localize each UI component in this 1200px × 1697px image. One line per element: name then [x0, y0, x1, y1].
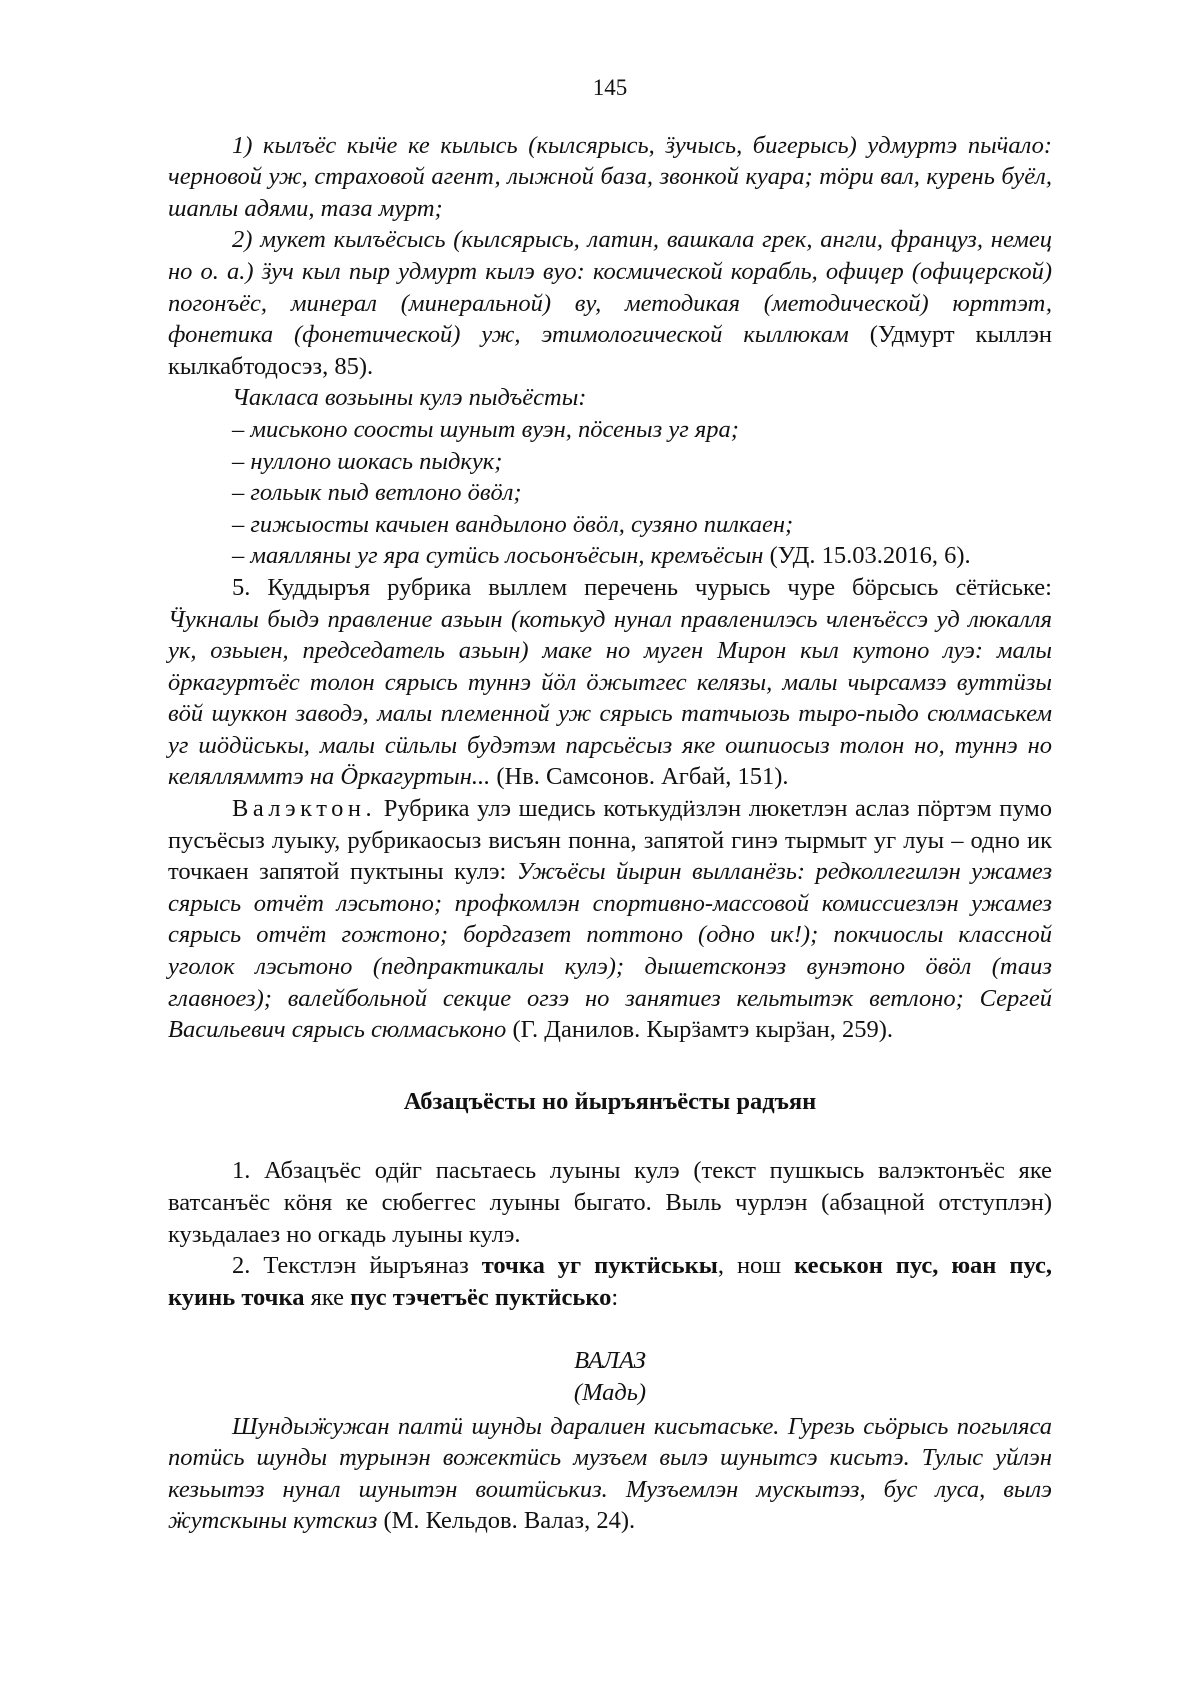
- list-item-text: – гольык пыд ветлоно ӧвӧл;: [232, 479, 522, 507]
- paragraph-text: Рубрика улэ шедись котькудӥзлэн люкетлэн аслаз пӧртэм пумо пусъёсыз луыку, рубрикаосыз висъян понна, запятой гинэ тырмыт уг луы – одно ик точкаен запятой пуктыны кулэ:: [168, 795, 1052, 886]
- source-citation: (Удмурт кыллэн кылкабтодосэз, 85).: [168, 321, 1052, 380]
- bold-term: пус тэчетъёс пуктӥсько: [350, 1283, 612, 1311]
- italic-example-text: 1) кылъёс кыӵе ке кылысь (кылсярысь, ӟучысь, бигерысь) удмуртэ пыӵало: черновой уж, страховой агент, лыжной база, звонкой куара; тӧри вал, курень буёл, шаплы адями, таза мурт;: [168, 131, 1052, 222]
- page-number: 145: [592, 75, 628, 100]
- section-paragraph-2: [168, 1250, 1052, 1313]
- paragraph-text: :: [611, 1283, 619, 1311]
- italic-example-text: Шундыӝужан палтӥ шунды даралиен кисьтаське. Гурезь сьӧрысь погыляса потӥсь шунды турынэн вожектӥсь музъем вылэ шунытсэ кисьтэ. Тулыс уйлэн кезьытэз нунал шунытэн воштӥськиз. Музъемлэн мускытэз, бус луса, вылэ ӝутскыны кутскиз: [168, 1412, 1052, 1535]
- list-item-text: – нуллоно шокась пыдкук;: [232, 447, 503, 475]
- list-item: [168, 509, 1052, 541]
- example-title: ВАЛАЗ: [574, 1347, 646, 1375]
- paragraph-item-2: [168, 224, 1052, 382]
- bold-term: точка уг пуктӥськы: [481, 1252, 718, 1280]
- paragraph-text: яке: [304, 1283, 351, 1311]
- list-item: [168, 414, 1052, 446]
- list-item: [168, 477, 1052, 509]
- italic-example-text: Ужъёсы йырин вылланёзь: редколлегилэн ужамез сярысь отчёт лэсьтоно; профкомлэн спортивно-массовой комиссиезлэн ужамез сярысь отчёт гожтоно; бордгазет поттоно (одно ик!); покчиослы классной уголок лэсьтоно (педпрактикалы кулэ); дышетсконэз вунэтоно ӧвӧл (таиз главноез); валейбольной секцие огзэ но занятиез кельтытэк ветлоно; Сергей Васильевич сярысь сюлмаськоно: [168, 858, 1053, 1044]
- section-heading: Абзацъёсты но йыръянъёсты радъян: [403, 1087, 817, 1115]
- dash-list: [168, 414, 1052, 572]
- spaced-term: Валэктон.: [232, 795, 377, 823]
- italic-example-text: Ӵукналы быдэ правление азьын (котькуд нунал правленилэсь членъёссэ уд люкалля ук, озьыен, председатель азьын) маке но муген Мирон кыл кутоно луэ: малы ӧркагуртъёс толон сярысь туннэ йӧл ӧжытгес келязы, малы чырсамзэ вуттӥзы вӧй шуккон заводэ, малы племенной уж сярысь татчыозь тыро-пыдо сюлмаськем уг шӧдӥськы, малы сӥльлы будэтэм парсьёсыз яке ошпиосыз толон но, туннэ но келялляммтэ на Ӧркагуртын...: [168, 605, 1052, 791]
- document-page: [168, 72, 1052, 1537]
- paragraph-item-1: [168, 130, 1052, 225]
- paragraph-text: 5. Куддыръя рубрика выллем перечень чурысь чуре бӧрсысь сётӥське:: [232, 573, 1052, 601]
- italic-example-text: 2) мукет кылъёсысь (кылсярысь, латин, вашкала грек, англи, француз, немец но о. а.) ӟуч кыл пыр удмурт кылэ вуо: космической корабль, офицер (офицерской) погонъёс, минерал (минеральной) ву, методикая (методической) юрттэт, фонетика (фонетической) уж, этимологической кыллюкам: [168, 226, 1052, 349]
- example-paragraph: [168, 1411, 1052, 1537]
- paragraph-valekton: [168, 793, 1052, 1046]
- example-subtitle: (Мадь): [573, 1378, 647, 1406]
- list-item: [168, 446, 1052, 478]
- italic-lead-text: Чакласа возьыны кулэ пыдъёсты:: [232, 384, 587, 412]
- bold-term: кеськон пус, юан пус, куинь точка: [168, 1252, 1052, 1311]
- source-citation: (УД. 15.03.2016, 6).: [763, 542, 971, 570]
- section-paragraph-1: 1. Абзацъёс одӥг пасьтаесь луыны кулэ (текст пушкысь валэктонъёс яке ватсанъёс кӧня ке сюбеггес луыны быгато. Выль чурлэн (абзацной отступлэн) кузьдалаез но огкадь луыны кулэ.: [168, 1157, 1052, 1248]
- source-citation: (М. Кельдов. Валаз, 24).: [377, 1507, 636, 1535]
- list-item-text: – маялляны уг яра сутӥсь лосьонъёсын, кремъёсын: [232, 542, 764, 570]
- list-lead: [168, 382, 1052, 414]
- paragraph-text: 2. Текстлэн йыръяназ: [232, 1252, 482, 1280]
- paragraph-text: , нош: [717, 1252, 795, 1280]
- list-item-text: – миськоно соосты шуныт вуэн, пӧсеныз уг яра;: [232, 415, 739, 443]
- list-item: [168, 540, 1052, 572]
- source-citation: (Нв. Самсонов. Агбай, 151).: [490, 763, 789, 791]
- list-item-text: – гижыосты качыен вандылоно ӧвӧл, сузяно пилкаен;: [232, 510, 794, 538]
- source-citation: (Г. Данилов. Кырӟамтэ кырӟан, 259).: [506, 1016, 893, 1044]
- paragraph-5: [168, 572, 1052, 793]
